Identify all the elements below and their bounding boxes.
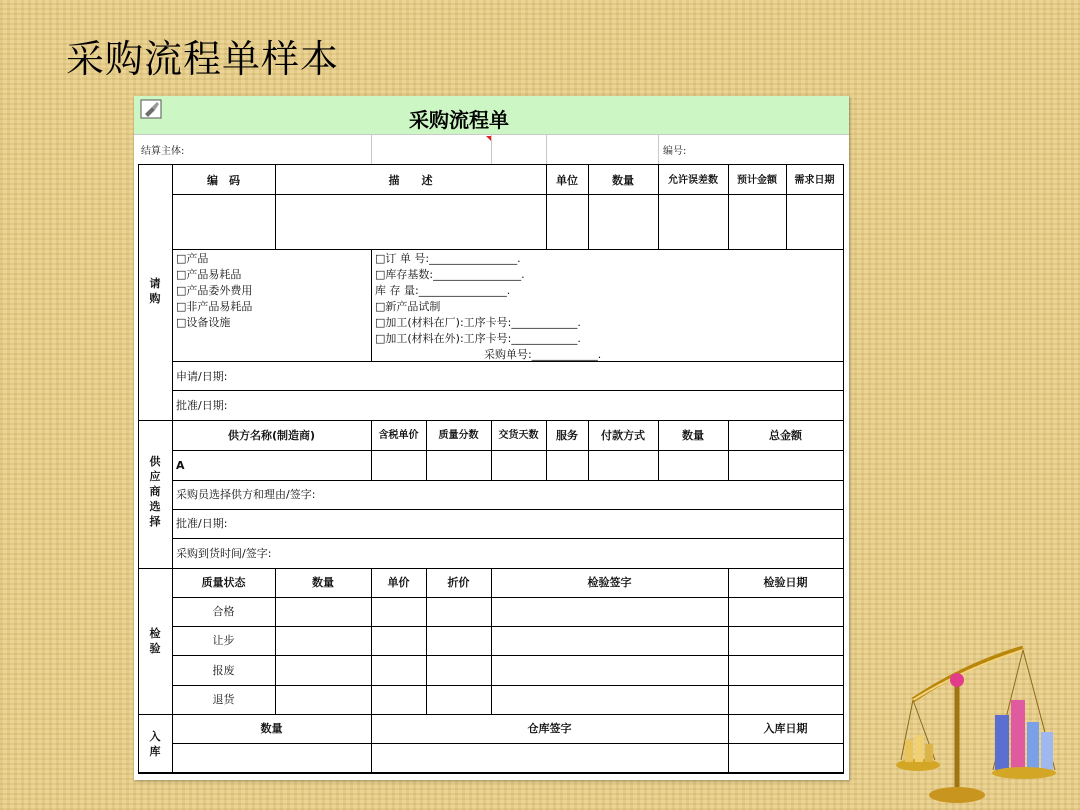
check-product-consumable[interactable]: □产品易耗品 (176, 268, 242, 281)
supplier-approve-label: 批准/日期: (176, 517, 228, 530)
purchase-form-sheet (134, 96, 849, 780)
arrival-time-label: 采购到货时间/签字: (176, 547, 272, 560)
header-estimate: 预计金额 (737, 175, 777, 186)
form-title: 采购流程单 (409, 108, 509, 132)
header-quantity: 数量 (612, 174, 634, 187)
supplier-row-a: A (176, 459, 185, 472)
check-new-product-trial[interactable]: □新产品试制 (375, 300, 441, 313)
check-non-product-consumable[interactable]: □非产品易耗品 (176, 300, 253, 313)
header-tax-price: 含税单价 (378, 430, 419, 441)
header-inspect-quantity: 数量 (312, 576, 334, 589)
section-label-inspection: 检验 (149, 627, 161, 655)
header-inspect-date: 检验日期 (763, 576, 808, 589)
header-quality-status: 质量状态 (201, 576, 246, 589)
inspection-row-concession: 让步 (212, 634, 235, 647)
check-outsourced-cost[interactable]: □产品委外费用 (176, 284, 253, 297)
inspection-row-return: 退货 (212, 693, 235, 706)
slide-title: 采购流程单样本 (66, 37, 340, 81)
header-total-amount: 总金额 (769, 429, 802, 442)
header-service: 服务 (556, 429, 578, 442)
header-warehouse-signature: 仓库签字 (527, 722, 572, 735)
check-equipment[interactable]: □设备设施 (176, 316, 231, 329)
settlement-label: 结算主体: (141, 146, 185, 157)
header-need-date: 需求日期 (794, 175, 835, 186)
header-payment: 付款方式 (601, 429, 645, 442)
check-product[interactable]: □产品 (176, 252, 209, 265)
buyer-reason-label: 采购员选择供方和理由/签字: (176, 488, 316, 501)
apply-date-label: 申请/日期: (176, 370, 228, 383)
header-tolerance: 允许误差数 (668, 175, 718, 186)
header-unit-price: 单价 (387, 576, 410, 589)
approve-date-label: 批准/日期: (176, 399, 228, 412)
check-order-number[interactable]: □订 单 号:________________. (375, 252, 521, 265)
section-label-supplier: 供应商选择 (149, 455, 161, 528)
number-label: 编号: (663, 146, 687, 157)
check-processing-outside[interactable]: □加工(材料在外):工序卡号:____________. (375, 332, 581, 345)
stock-quantity-field: 库 存 量:________________. (375, 284, 511, 297)
purchase-number-field: 采购单号:____________. (484, 348, 602, 361)
inspection-row-scrap: 报废 (212, 664, 235, 677)
section-label-storage: 入库 (149, 730, 161, 758)
header-delivery-days: 交货天数 (498, 430, 539, 441)
check-stock-base[interactable]: □库存基数:________________. (375, 268, 525, 281)
header-storage-date: 入库日期 (763, 722, 808, 735)
header-supplier-name: 供方名称(制造商) (227, 429, 316, 442)
header-inspect-signature: 检验签字 (587, 576, 632, 589)
header-discount: 折价 (447, 576, 470, 589)
header-supplier-quantity: 数量 (682, 429, 704, 442)
header-quality-score: 质量分数 (438, 430, 479, 441)
balance-scale-illustration (895, 640, 1065, 809)
section-label-request: 请购 (149, 277, 161, 305)
header-storage-quantity: 数量 (260, 722, 283, 735)
header-unit: 单位 (556, 174, 578, 187)
check-processing-in-plant[interactable]: □加工(材料在厂):工序卡号:____________. (375, 316, 581, 329)
inspection-row-pass: 合格 (212, 605, 235, 618)
header-code: 编 码 (207, 174, 240, 187)
header-description: 描 述 (388, 174, 433, 187)
